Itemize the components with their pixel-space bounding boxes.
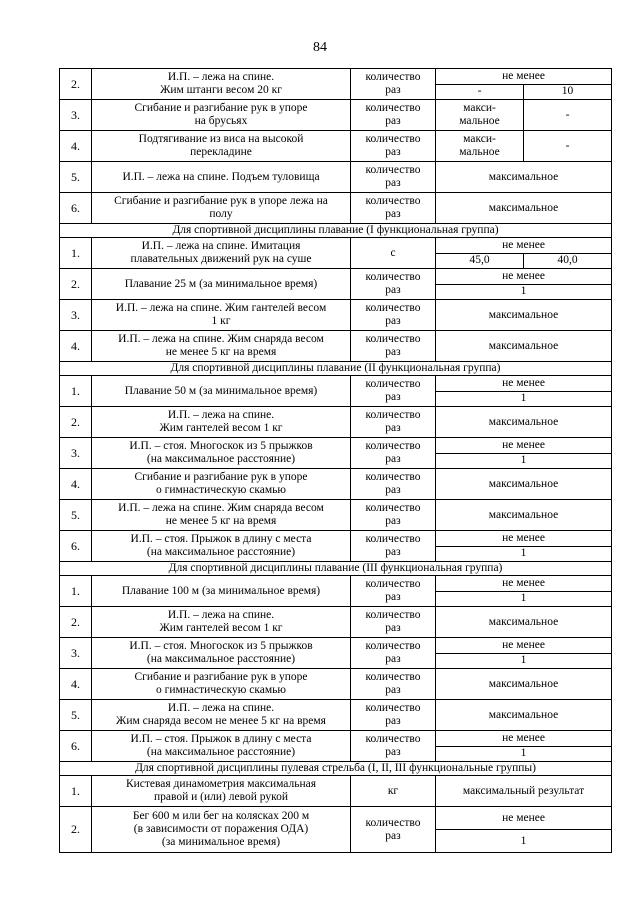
exercise-name: И.П. – лежа на спине. Жим гантелей весом 1 кг xyxy=(92,607,351,638)
table-row xyxy=(60,438,612,454)
table-row xyxy=(60,638,612,654)
exercise-name: И.П. – стоя. Многоскок из 5 прыжков (на максимальное расстояние) xyxy=(92,438,351,469)
norm-bottom: 1 xyxy=(436,830,612,853)
row-number: 2. xyxy=(60,407,92,438)
unit: количество раз xyxy=(351,700,436,731)
unit: количество раз xyxy=(351,407,436,438)
norm-value-left: макси- мальное xyxy=(436,100,524,131)
page-number: 84 xyxy=(313,40,327,55)
row-number: 3. xyxy=(60,638,92,669)
table-row xyxy=(60,700,612,731)
norm-value-right: - xyxy=(524,131,612,162)
norm-value: максимальное xyxy=(436,331,612,362)
norm-top: не менее xyxy=(436,438,612,454)
exercise-name: И.П. – лежа на спине. Имитация плавательных движений рук на суше xyxy=(92,238,351,269)
table-row xyxy=(60,100,612,131)
unit: количество раз xyxy=(351,500,436,531)
norm-bottom: 1 xyxy=(436,746,612,762)
table-row xyxy=(60,607,612,638)
norm-value-left: макси- мальное xyxy=(436,131,524,162)
row-number: 4. xyxy=(60,669,92,700)
row-number: 6. xyxy=(60,731,92,762)
norm-top: не менее xyxy=(436,638,612,654)
table-row xyxy=(60,162,612,193)
section-header-row xyxy=(60,762,612,776)
exercise-name: И.П. – лежа на спине. Жим снаряда весом не менее 5 кг на время xyxy=(92,500,351,531)
norm-top: не менее xyxy=(436,269,612,285)
norm-bottom: 1 xyxy=(436,591,612,607)
norm-value-right: 40,0 xyxy=(524,253,612,269)
norm-top: не менее xyxy=(436,376,612,392)
table-row xyxy=(60,238,612,254)
section-title: Для спортивной дисциплины плавание (III функциональная группа) xyxy=(60,562,612,576)
row-number: 3. xyxy=(60,438,92,469)
unit: количество раз xyxy=(351,607,436,638)
norm-value: максимальный результат xyxy=(436,776,612,807)
row-number: 5. xyxy=(60,500,92,531)
norm-value: максимальное xyxy=(436,700,612,731)
row-number: 5. xyxy=(60,700,92,731)
norm-value: максимальное xyxy=(436,300,612,331)
exercise-name: И.П. – лежа на спине. Подъем туловища xyxy=(92,162,351,193)
table-row xyxy=(60,331,612,362)
unit: количество раз xyxy=(351,193,436,224)
norm-bottom: 1 xyxy=(436,653,612,669)
section-title: Для спортивной дисциплины плавание (I функциональная группа) xyxy=(60,224,612,238)
exercise-name: Плавание 50 м (за минимальное время) xyxy=(92,376,351,407)
norm-top: не менее xyxy=(436,69,612,85)
row-number: 2. xyxy=(60,269,92,300)
row-number: 1. xyxy=(60,376,92,407)
norm-value-right: - xyxy=(524,100,612,131)
table-row xyxy=(60,131,612,162)
norm-value: максимальное xyxy=(436,500,612,531)
row-number: 4. xyxy=(60,331,92,362)
unit: количество раз xyxy=(351,162,436,193)
table-row xyxy=(60,407,612,438)
norm-value-right: 10 xyxy=(524,84,612,100)
row-number: 1. xyxy=(60,576,92,607)
unit: с xyxy=(351,238,436,269)
unit: количество раз xyxy=(351,807,436,853)
exercise-name: Сгибание и разгибание рук в упоре лежа на полу xyxy=(92,193,351,224)
section-header-row xyxy=(60,562,612,576)
unit: количество раз xyxy=(351,331,436,362)
table-row xyxy=(60,669,612,700)
norm-value: максимальное xyxy=(436,469,612,500)
exercise-name: И.П. – лежа на спине. Жим гантелей весом 1 кг xyxy=(92,407,351,438)
unit: количество раз xyxy=(351,376,436,407)
unit: количество раз xyxy=(351,576,436,607)
standards-table xyxy=(59,68,612,853)
unit: количество раз xyxy=(351,69,436,100)
exercise-name: Подтягивание из виса на высокой перекладине xyxy=(92,131,351,162)
exercise-name: И.П. – лежа на спине. Жим штанги весом 20 кг xyxy=(92,69,351,100)
table-row xyxy=(60,531,612,547)
unit: количество раз xyxy=(351,531,436,562)
unit: количество раз xyxy=(351,131,436,162)
exercise-name: Плавание 25 м (за минимальное время) xyxy=(92,269,351,300)
unit: количество раз xyxy=(351,469,436,500)
norm-top: не менее xyxy=(436,731,612,747)
norm-value: максимальное xyxy=(436,607,612,638)
table-row xyxy=(60,500,612,531)
norm-value: максимальное xyxy=(436,193,612,224)
exercise-name: Сгибание и разгибание рук в упоре на брусьях xyxy=(92,100,351,131)
table-row xyxy=(60,469,612,500)
row-number: 2. xyxy=(60,69,92,100)
unit: количество раз xyxy=(351,638,436,669)
row-number: 6. xyxy=(60,531,92,562)
row-number: 1. xyxy=(60,238,92,269)
row-number: 2. xyxy=(60,607,92,638)
row-number: 3. xyxy=(60,300,92,331)
norm-value: максимальное xyxy=(436,407,612,438)
unit: количество раз xyxy=(351,269,436,300)
unit: количество раз xyxy=(351,438,436,469)
exercise-name: И.П. – лежа на спине. Жим гантелей весом 1 кг xyxy=(92,300,351,331)
table-row xyxy=(60,376,612,392)
unit: кг xyxy=(351,776,436,807)
norm-value-left: - xyxy=(436,84,524,100)
exercise-name: Бег 600 м или бег на колясках 200 м (в зависимости от поражения ОДА) (за минимальное время) xyxy=(92,807,351,853)
norm-value: максимальное xyxy=(436,669,612,700)
row-number: 4. xyxy=(60,469,92,500)
exercise-name: И.П. – стоя. Многоскок из 5 прыжков (на максимальное расстояние) xyxy=(92,638,351,669)
exercise-name: И.П. – стоя. Прыжок в длину с места (на максимальное расстояние) xyxy=(92,731,351,762)
row-number: 5. xyxy=(60,162,92,193)
table-row xyxy=(60,731,612,747)
norm-top: не менее xyxy=(436,576,612,592)
row-number: 2. xyxy=(60,807,92,853)
norm-top: не менее xyxy=(436,531,612,547)
exercise-name: Сгибание и разгибание рук в упоре о гимнастическую скамью xyxy=(92,469,351,500)
table-row xyxy=(60,193,612,224)
exercise-name: Сгибание и разгибание рук в упоре о гимнастическую скамью xyxy=(92,669,351,700)
unit: количество раз xyxy=(351,100,436,131)
table-row xyxy=(60,269,612,285)
norm-value-left: 45,0 xyxy=(436,253,524,269)
unit: количество раз xyxy=(351,300,436,331)
norm-bottom: 1 xyxy=(436,391,612,407)
table-row xyxy=(60,576,612,592)
exercise-name: И.П. – стоя. Прыжок в длину с места (на максимальное расстояние) xyxy=(92,531,351,562)
norm-top: не менее xyxy=(436,238,612,254)
row-number: 3. xyxy=(60,100,92,131)
table-row xyxy=(60,300,612,331)
table-row xyxy=(60,69,612,85)
exercise-name: И.П. – лежа на спине. Жим снаряда весом не менее 5 кг на время xyxy=(92,700,351,731)
section-title: Для спортивной дисциплины пулевая стрельба (I, II, III функциональные группы) xyxy=(60,762,612,776)
norm-value: максимальное xyxy=(436,162,612,193)
row-number: 4. xyxy=(60,131,92,162)
unit: количество раз xyxy=(351,731,436,762)
norm-top: не менее xyxy=(436,807,612,830)
table-row xyxy=(60,807,612,830)
table-row xyxy=(60,776,612,807)
section-header-row xyxy=(60,224,612,238)
row-number: 1. xyxy=(60,776,92,807)
norm-bottom: 1 xyxy=(436,546,612,562)
section-title: Для спортивной дисциплины плавание (II функциональная группа) xyxy=(60,362,612,376)
row-number: 6. xyxy=(60,193,92,224)
exercise-name: И.П. – лежа на спине. Жим снаряда весом не менее 5 кг на время xyxy=(92,331,351,362)
unit: количество раз xyxy=(351,669,436,700)
norm-bottom: 1 xyxy=(436,284,612,300)
exercise-name: Кистевая динамометрия максимальная правой и (или) левой рукой xyxy=(92,776,351,807)
norm-bottom: 1 xyxy=(436,453,612,469)
exercise-name: Плавание 100 м (за минимальное время) xyxy=(92,576,351,607)
section-header-row xyxy=(60,362,612,376)
